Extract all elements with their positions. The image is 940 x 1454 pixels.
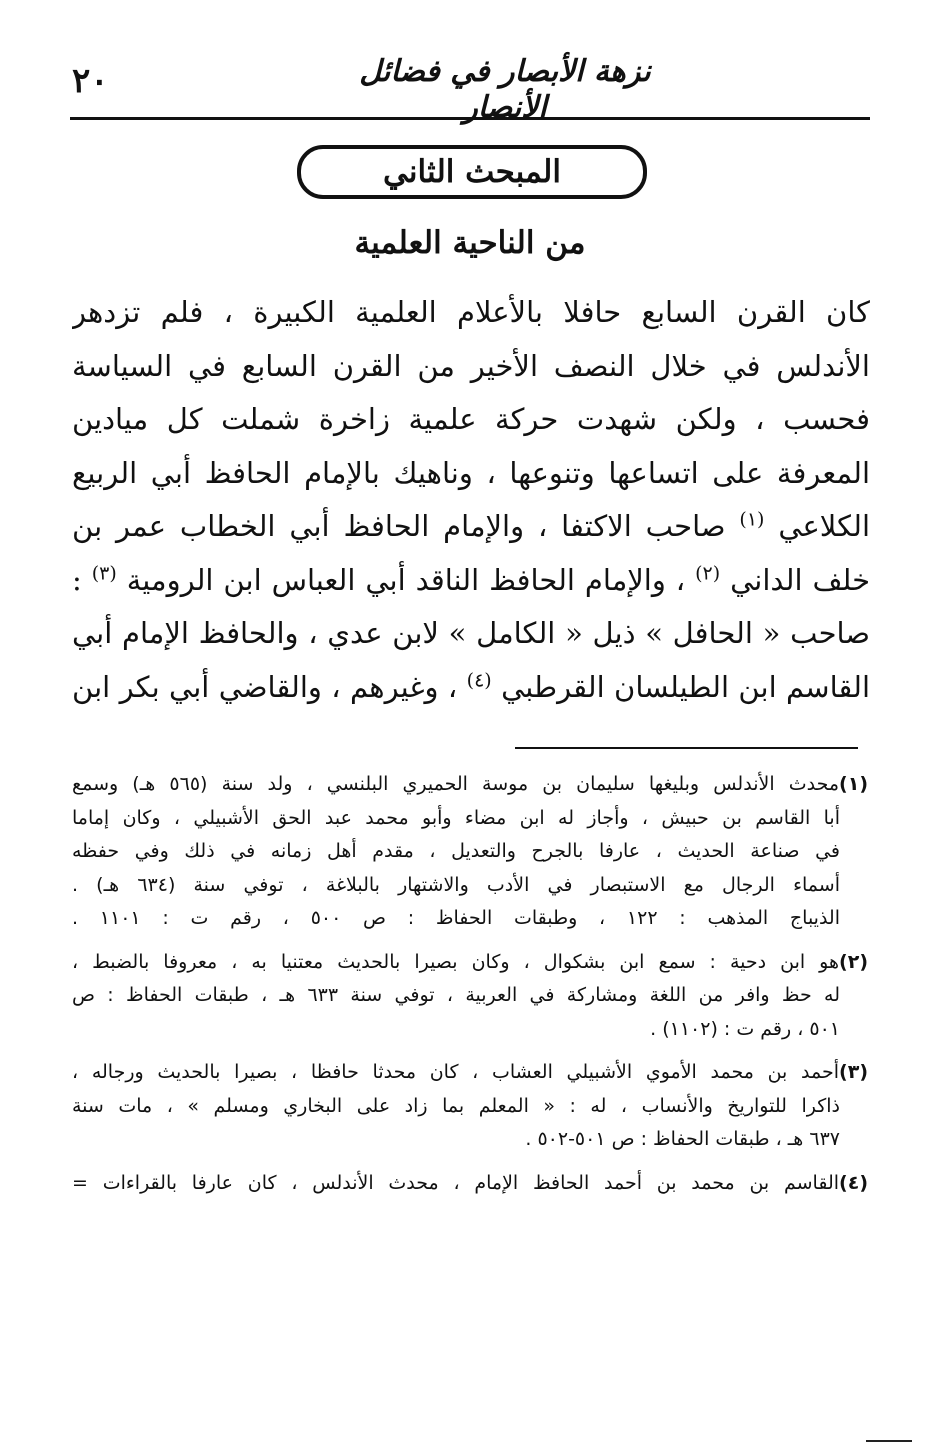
footnote-4 [72,1167,868,1201]
footnote-number: (١) [839,773,868,795]
body-line: الأندلس في خلال النصف الأخير من القرن السابع في السياسة [72,348,870,383]
footnote-line: أبا القاسم بن حبيش ، وأجاز له ابن مضاء وأبو محمد عبد الحق الأشبيلي ، وكان إماما [72,806,840,829]
footnote-line [72,1167,868,1201]
section-title: المبحث الثاني [383,153,561,190]
footnote-line: ذاكرا للتواريخ والأنساب ، له : « المعلم بما زاد على البخاري ومسلم » ، مات سنة [72,1094,840,1117]
section-title-box [297,145,647,199]
body-line: المعرفة على اتساعها وتنوعها ، وناهيك بالإمام الحافظ أبي الربيع [72,455,870,490]
footnote-text: القاسم بن محمد بن أحمد الحافظ الإمام ، محدث الأندلس ، كان عارفا بالقراءات = [72,1171,840,1194]
footnote-line: له حظ وافر من اللغة ومشاركة في العربية ، توفي سنة ٦٣٣ هـ ، طبقات الحفاظ : ص [72,984,840,1006]
footnote-divider [515,747,858,749]
footnote-line: الذيباج المذهب : ١٢٢ ، وطبقات الحفاظ : ص ٥٠٠ ، رقم ت : ١١٠١ . [72,907,841,929]
body-text-fragment: : [72,562,82,597]
footnote-3 [72,1056,868,1157]
footnote-line: أسماء الرجال مع الاستبصار في الأدب والاشتهار بالبلاغة ، توفي سنة (٦٣٤ هـ) . [72,873,840,896]
body-text-fragment: خلف الداني [730,562,870,597]
footnote-2 [72,946,868,1047]
body-line [72,500,870,554]
page-number: ٢٠ [72,61,109,101]
body-text-fragment: القاسم ابن الطيلسان القرطبي [501,669,870,704]
body-line: كان القرن السابع حافلا بالأعلام العلمية الكبيرة ، فلم تزدهر [72,295,870,329]
footnote-line [72,946,868,980]
footnote-number: (٢) [839,950,868,973]
footnote-number: (٣) [839,1061,868,1083]
footnote-text: هو ابن دحية : سمع ابن بشكوال ، وكان بصيرا بالحديث معتنيا به ، معروفا بالضبط ، [72,950,840,973]
body-text-fragment: ، وغيرهم ، والقاضي أبي بكر ابن [72,669,458,704]
footnote-line: ٦٣٧ هـ ، طبقات الحفاظ : ص ٥٠١-٥٠٢ . [525,1128,840,1150]
footnote-text: أحمد بن محمد الأموي الأشبيلي العشاب ، كان محدثا حافظا ، بصيرا بالحديث ورجاله ، [72,1061,840,1083]
body-line [72,661,870,715]
body-line: صاحب « الحافل » ذيل « الكامل » لابن عدي ، والحافظ الإمام أبي [72,616,870,650]
footnote-1 [72,768,868,936]
footnote-reference[interactable]: (١) [739,508,765,531]
body-line [72,554,870,608]
footnote-line [72,1056,868,1090]
footnote-reference[interactable]: (٢) [695,561,721,584]
page-edge-mark [866,1440,912,1442]
body-text-fragment: ، والإمام الحافظ الناقد أبي العباس ابن الرومية [126,562,686,597]
body-text-fragment: الكلاعي [778,509,870,543]
body-text-fragment: صاحب الاكتفا ، والإمام الحافظ أبي الخطاب عمر بن [72,509,726,543]
body-line: فحسب ، ولكن شهدت حركة علمية زاخرة شملت كل ميادين [72,402,870,436]
body-paragraph [72,286,870,714]
footnote-line [72,768,868,802]
footnote-text: محدث الأندلس وبليغها سليمان بن موسة الحميري البلنسي ، ولد سنة (٥٦٥ هـ) وسمع [72,773,840,795]
footnote-reference[interactable]: (٤) [466,668,492,691]
footnote-reference[interactable]: (٣) [91,561,117,584]
footnote-line: في صناعة الحديث ، عارفا بالجرح والتعديل ، مقدم أهل زمانه في ذلك وفي حفظه [72,840,840,862]
header-divider [70,117,870,120]
book-title-header: نزهة الأبصار في فضائل الأنصار [359,54,651,125]
footnotes-section [72,768,868,1200]
footnote-number: (٤) [839,1171,868,1194]
footnote-line: ٥٠١ ، رقم ت : (١١٠٢) . [650,1017,840,1040]
section-subtitle: من الناحية العلمية [354,225,586,261]
